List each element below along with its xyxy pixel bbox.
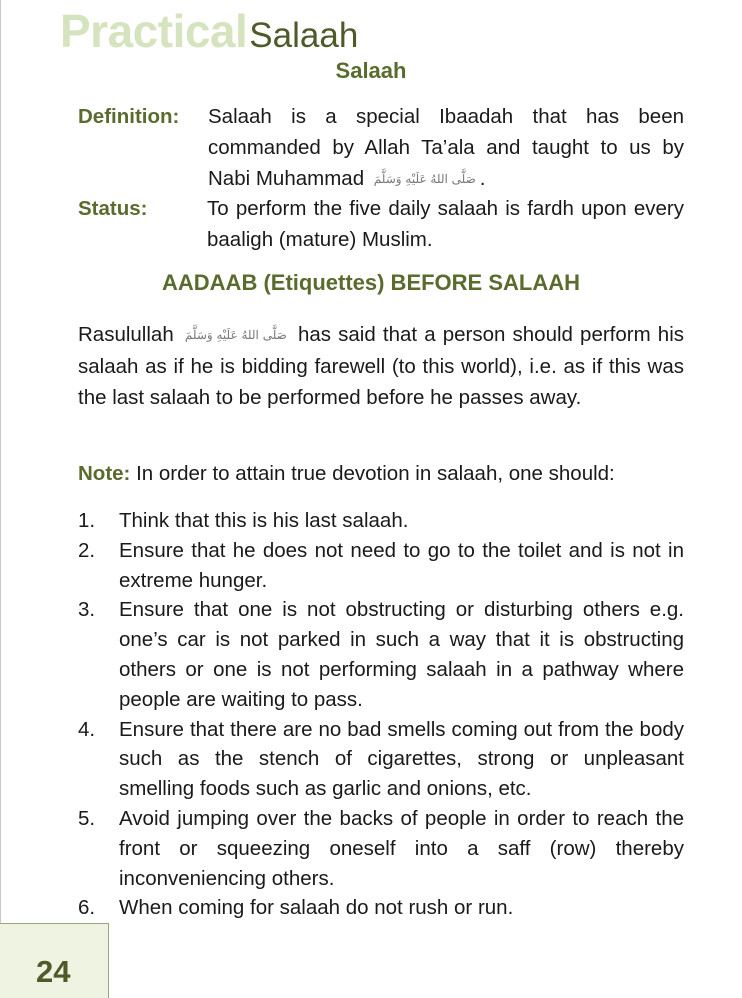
list-text: When coming for salaah do not rush or run. bbox=[119, 896, 514, 920]
list-number: 4. bbox=[78, 717, 96, 741]
note-label: Note: bbox=[78, 462, 131, 485]
list-item bbox=[78, 893, 684, 923]
definition-row bbox=[78, 101, 684, 194]
hadith-text-main: has said that a person should perform his salaah as if he is bidding farewell (to this world), i.e. as if this was the last salaah to be performed before he passes away. bbox=[78, 323, 684, 409]
list-number: 5. bbox=[78, 806, 96, 830]
list-number: 2. bbox=[78, 538, 96, 562]
page-number: 24 bbox=[36, 954, 71, 989]
list-item bbox=[78, 506, 684, 536]
status-row bbox=[78, 193, 684, 255]
note-text: In order to attain true devotion in salaah, one should: bbox=[136, 462, 615, 485]
brand-salaah: Salaah bbox=[249, 16, 359, 55]
etiquette-list bbox=[78, 506, 684, 923]
hadith-text-start: Rasulullah bbox=[78, 323, 174, 346]
list-item bbox=[78, 536, 684, 596]
definition-text-main: Salaah is a special Ibaadah that has been commanded by Allah Ta’ala and taught to us by Nabi Muhammad bbox=[208, 105, 684, 190]
status-text: To perform the five daily salaah is fardh upon every baaligh (mature) Muslim. bbox=[207, 197, 684, 251]
hadith-paragraph bbox=[78, 319, 684, 413]
definition-text-end: . bbox=[479, 167, 486, 190]
honorific-calligraphy: صَلَّى اللهُ عَلَيْهِ وَسَلَّمَ bbox=[373, 172, 476, 186]
list-text: Ensure that there are no bad smells coming out from the body such as the stench of cigarettes, strong or unpleasant smelling foods such as garlic and onions, etc. bbox=[119, 717, 684, 801]
status-label: Status: bbox=[78, 197, 148, 220]
list-text: Ensure that one is not obstructing or disturbing others e.g. one’s car is not parked in such a way that it is obstructing others or one is not performing salaah in a pathway where people are waiting to pass. bbox=[119, 598, 684, 711]
list-item bbox=[78, 804, 684, 893]
brand-practical: Practical bbox=[60, 5, 248, 57]
list-number: 1. bbox=[78, 509, 96, 532]
book-header bbox=[60, 4, 358, 60]
list-item bbox=[78, 595, 684, 714]
list-number: 6. bbox=[78, 896, 96, 920]
aadaab-heading: AADAAB (Etiquettes) BEFORE SALAAH bbox=[162, 270, 580, 295]
definition-text bbox=[208, 101, 684, 195]
list-text: Think that this is his last salaah. bbox=[119, 509, 409, 532]
honorific-calligraphy: صَلَّى اللهُ عَلَيْهِ وَسَلَّمَ bbox=[184, 328, 287, 342]
page-left-rule bbox=[0, 0, 1, 998]
list-item bbox=[78, 715, 684, 804]
note-paragraph bbox=[78, 458, 684, 489]
list-number: 3. bbox=[78, 598, 96, 622]
list-text: Avoid jumping over the backs of people in order to reach the front or squeezing oneself into a saff (row) thereby inconveniencing others. bbox=[119, 806, 684, 890]
definition-label: Definition: bbox=[78, 105, 180, 128]
page-number-box bbox=[0, 923, 109, 998]
page-title: Salaah bbox=[335, 58, 407, 83]
list-text: Ensure that he does not need to go to the toilet and is not in extreme hunger. bbox=[119, 538, 684, 592]
